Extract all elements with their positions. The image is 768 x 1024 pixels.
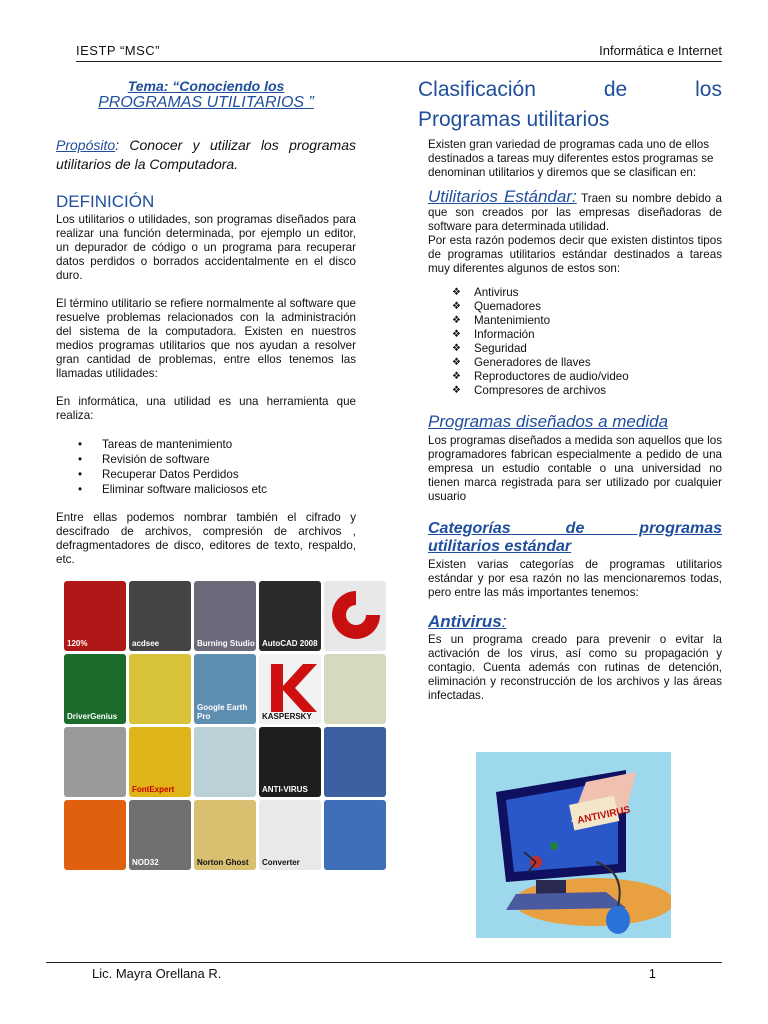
list-item: • Tareas de mantenimiento xyxy=(102,437,356,452)
collage-tile: Google Earth Pro xyxy=(194,654,256,724)
header-institution: IESTP “MSC” xyxy=(76,43,160,58)
list-item: ❖ Información xyxy=(474,328,722,342)
standard-utilities-paragraph-2: Por esta razón podemos decir que existen distintos tipos de programas utilitarios estándar destinados a tareas muy diferentes algunos de estos son: xyxy=(428,234,722,275)
antivirus-paragraph: Es un programa creado para prevenir o evitar la activación de los virus, así como su propagación y contagio. Cuenta además con rutinas de detención, eliminación y reconstrucción de los archivos y las áreas infectadas. xyxy=(428,633,722,702)
collage-tile: KASPERSKY xyxy=(259,654,321,724)
page-header xyxy=(76,43,722,62)
definition-heading: DEFINICIÓN xyxy=(56,192,155,211)
collage-tile xyxy=(129,654,191,724)
classification-title-line-2: Programas utilitarios xyxy=(418,108,610,131)
list-item: ❖ Mantenimiento xyxy=(474,314,722,328)
collage-tile xyxy=(64,800,126,870)
custom-programs-paragraph: Los programas diseñados a medida son aquellos que los programadores fabrican especialmente a pedido de una empresa un estudio contable o una universidad no tienen marca registrada para ser utilizado por cualquier usuario xyxy=(428,434,722,503)
definition-paragraph-4: Entre ellas podemos nombrar también el cifrado y descifrado de archivos, compresión de archivos , defragmentadores de disco, editores de texto, respaldo, etc. xyxy=(56,511,356,566)
categories-heading: Categorías de programas xyxy=(428,520,722,537)
left-column xyxy=(56,78,356,873)
collage-tile: NOD32 xyxy=(129,800,191,870)
custom-programs-heading: Programas diseñados a medida xyxy=(428,412,669,431)
collage-tile xyxy=(324,654,386,724)
collage-tile xyxy=(324,800,386,870)
antivirus-heading: Antivirus: xyxy=(428,612,507,631)
collage-tile: Converter xyxy=(259,800,321,870)
collage-tile: ANTI-VIRUS xyxy=(259,727,321,797)
purpose-label: Propósito xyxy=(56,137,116,153)
collage-tile: Burning Studio xyxy=(194,581,256,651)
purpose-text: : Conocer y utilizar los programas utilitarios de la Computadora. xyxy=(56,137,356,172)
topic-line-2: PROGRAMAS UTILITARIOS ” xyxy=(98,94,314,111)
list-item: ❖ Compresores de archivos xyxy=(474,384,722,398)
software-collage-image xyxy=(64,581,386,873)
antivirus-clipart-label: ANTIVIRUS xyxy=(576,804,632,827)
purpose-paragraph xyxy=(56,136,356,174)
definition-paragraph-3: En informática, una utilidad es una herramienta que realiza: xyxy=(56,395,356,422)
collage-tile: AutoCAD 2008 xyxy=(259,581,321,651)
definition-paragraph-2: El término utilitario se refiere normalmente al software que resuelve problemas relacionados con la administración del sistema de la computadora. Existen en nuestros medios programas utilitarios que nos ayudan a resolver gran cantidad de problemas, entre ellos tenemos las llamadas utilidades: xyxy=(56,297,356,380)
header-course: Informática e Internet xyxy=(599,43,722,58)
categories-paragraph: Existen varias categorías de programas utilitarios estándar y por esa razón no las mencionaremos todas, pero entre las más importantes tenemos: xyxy=(428,558,722,599)
page-number: 1 xyxy=(648,966,656,981)
collage-tile: FontExpert xyxy=(129,727,191,797)
classification-title: Clasificación de los xyxy=(418,78,722,101)
list-item: ❖ Reproductores de audio/video xyxy=(474,370,722,384)
utility-tasks-list xyxy=(56,437,356,497)
collage-tile xyxy=(64,727,126,797)
collage-tile: acdsee xyxy=(129,581,191,651)
definition-paragraph-1: Los utilitarios o utilidades, son programas diseñados para realizar una función determinada, por ejemplo un editor, un depurador de código o un programa para recuperar datos perdidos o borrados accidentalmente en el disco duro. xyxy=(56,213,356,282)
footer-author: Lic. Mayra Orellana R. xyxy=(92,966,222,981)
collage-tile: Norton Ghost xyxy=(194,800,256,870)
categories-heading-line-2: utilitarios estándar xyxy=(428,538,572,555)
standard-utilities-paragraph: Utilitarios Estándar: Traen su nombre debido a que son creados por las empresas diseñadoras de software para determinada utilidad. xyxy=(428,187,722,233)
collage-tile xyxy=(194,727,256,797)
list-item: • Eliminar software maliciosos etc xyxy=(102,482,356,497)
list-item: ❖ Generadores de llaves xyxy=(474,356,722,370)
page-footer xyxy=(46,962,722,983)
utility-types-list xyxy=(418,286,722,398)
list-item: ❖ Seguridad xyxy=(474,342,722,356)
list-item: ❖ Antivirus xyxy=(474,286,722,300)
collage-tile xyxy=(324,727,386,797)
standard-utilities-heading: Utilitarios Estándar: xyxy=(428,187,577,206)
classification-intro: Existen gran variedad de programas cada uno de ellos destinados a tareas muy diferentes estos programas se denominan utilitarios y diremos que se clasifican en: xyxy=(428,138,714,179)
collage-tile xyxy=(324,581,386,651)
collage-tile: 120% xyxy=(64,581,126,651)
collage-tile: DriverGenius xyxy=(64,654,126,724)
right-column xyxy=(418,78,722,713)
topic-line-1: Tema: “Conociendo los xyxy=(127,78,285,94)
antivirus-clipart-image xyxy=(476,752,671,938)
list-item: • Recuperar Datos Perdidos xyxy=(102,467,356,482)
list-item: • Revisión de software xyxy=(102,452,356,467)
list-item: ❖ Quemadores xyxy=(474,300,722,314)
